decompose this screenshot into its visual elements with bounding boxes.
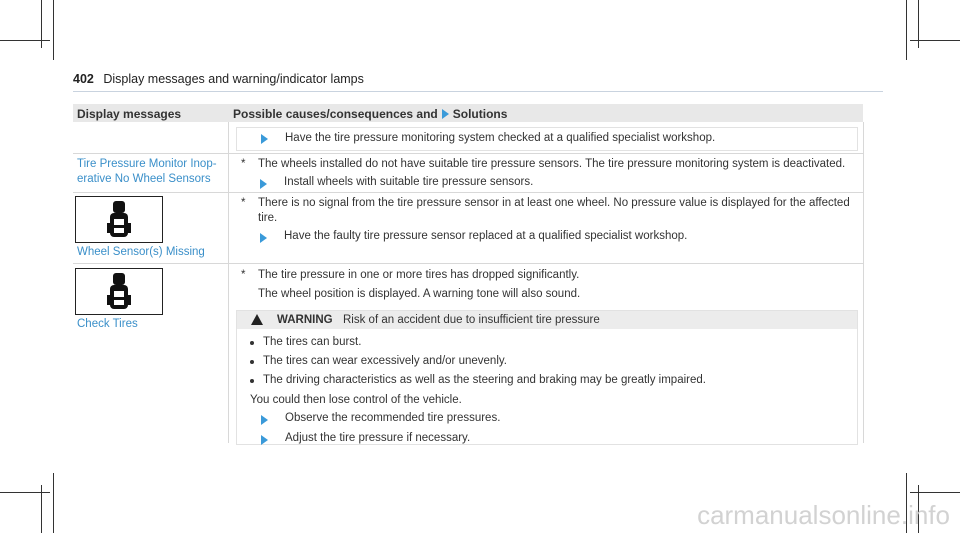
crop-mark bbox=[910, 492, 960, 493]
footnote-star: * bbox=[241, 197, 246, 209]
bullet-icon bbox=[250, 360, 254, 364]
cause-text: The tire pressure in one or more tires has dropped significantly. bbox=[258, 269, 580, 281]
crop-mark bbox=[906, 0, 907, 60]
solution-text: Have the faulty tire pressure sensor replaced at a qualified specialist workshop. bbox=[284, 230, 688, 242]
solution-text: Adjust the tire pressure if necessary. bbox=[285, 432, 471, 444]
page-title: Display messages and warning/indicator lamps bbox=[103, 72, 364, 86]
solution-text: Have the tire pressure monitoring system checked at a qualified specialist workshop. bbox=[285, 132, 716, 144]
info-text: The wheel position is displayed. A warning tone will also sound. bbox=[258, 288, 581, 300]
header-rule bbox=[73, 91, 883, 92]
bullet-icon bbox=[250, 379, 254, 383]
row-divider bbox=[73, 153, 863, 154]
message-label: Tire Pressure Monitor Inop- erative No Wheel Sensors bbox=[77, 158, 217, 185]
message-label: Check Tires bbox=[77, 318, 138, 330]
warning-title: Risk of an accident due to insufficient tire pressure bbox=[343, 314, 600, 326]
solution-text: Observe the recommended tire pressures. bbox=[285, 412, 501, 424]
row-divider bbox=[73, 192, 863, 193]
cause-text: There is no signal from the tire pressure sensor in at least one wheel. No pressure value is displayed for the affected tire. bbox=[258, 197, 850, 224]
crop-mark bbox=[53, 473, 54, 533]
message-label: Wheel Sensor(s) Missing bbox=[77, 246, 205, 258]
solution-box bbox=[236, 127, 858, 151]
consequence-text: You could then lose control of the vehicle. bbox=[250, 394, 462, 406]
crop-mark bbox=[0, 492, 50, 493]
table-right-border bbox=[863, 122, 864, 443]
solution-text: Install wheels with suitable tire pressure sensors. bbox=[284, 176, 534, 188]
car-tire-icon bbox=[76, 197, 162, 242]
warning-bullet: The tires can wear excessively and/or unevenly. bbox=[263, 355, 507, 367]
crop-mark bbox=[0, 40, 50, 41]
warning-bullet: The tires can burst. bbox=[263, 336, 362, 348]
arrow-icon bbox=[261, 415, 268, 425]
footnote-star: * bbox=[241, 158, 246, 170]
column-divider bbox=[228, 122, 229, 443]
warning-box bbox=[236, 310, 858, 445]
arrow-icon bbox=[260, 179, 267, 189]
warning-triangle-icon bbox=[251, 314, 263, 325]
tire-sensor-display-icon bbox=[75, 196, 163, 243]
tire-warning-display-icon bbox=[75, 268, 163, 315]
watermark: carmanualsonline.info bbox=[697, 500, 950, 530]
arrow-icon bbox=[261, 134, 268, 144]
warning-header bbox=[237, 311, 857, 329]
warning-bullet: The driving characteristics as well as the steering and braking may be greatly impaired. bbox=[263, 374, 706, 386]
crop-mark bbox=[53, 0, 54, 60]
cause-text: The wheels installed do not have suitable tire pressure sensors. The tire pressure monitoring system is deactivated. bbox=[258, 158, 846, 170]
table-header bbox=[73, 104, 863, 122]
row-divider bbox=[73, 263, 863, 264]
bullet-icon bbox=[250, 341, 254, 345]
page-number: 402 bbox=[73, 72, 94, 86]
warning-label: WARNING bbox=[277, 314, 333, 326]
arrow-icon bbox=[261, 435, 268, 445]
car-tire-icon bbox=[76, 269, 162, 314]
arrow-icon bbox=[260, 233, 267, 243]
arrow-icon bbox=[442, 109, 449, 119]
page-header bbox=[73, 72, 364, 86]
col-header-causes: Possible causes/consequences and Solutions bbox=[233, 107, 508, 121]
col-header-messages: Display messages bbox=[77, 107, 182, 121]
footnote-star: * bbox=[241, 269, 246, 281]
crop-mark bbox=[910, 40, 960, 41]
